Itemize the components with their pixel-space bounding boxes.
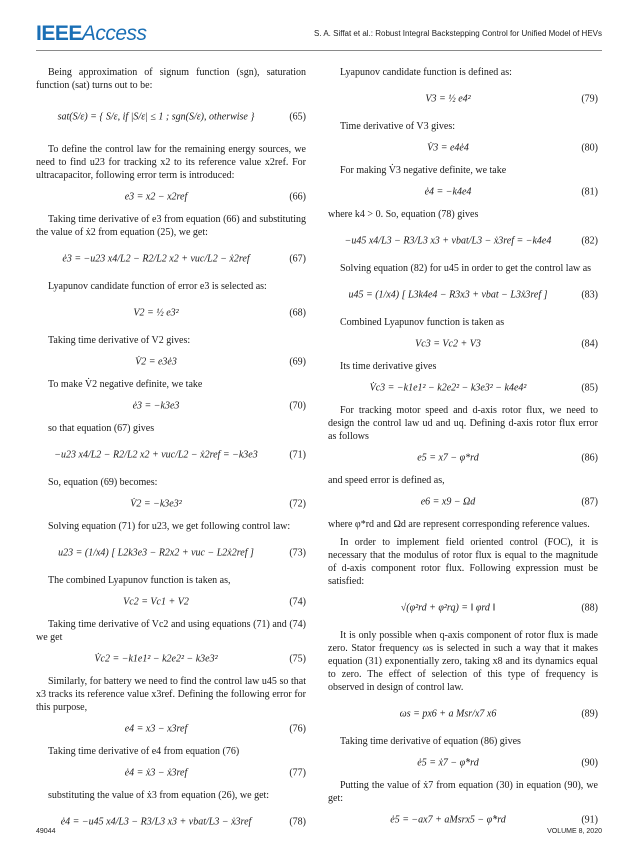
equation-81: ė4 = −k4e4 (81) [424,186,598,198]
paragraph: In order to implement field oriented control (FOC), it is necessary that the modulus of rotor flux is equal to the magnitude of d-axis component rotor flux. Following expression must be satisfied: [328,537,598,587]
paragraph: Solving equation (82) for u45 in order to get the control law as [340,263,592,274]
paragraph: Solving equation (71) for u23, we get following control law: [48,521,291,532]
left-column [36,66,306,843]
page-header [36,22,602,46]
paragraph: so that equation (67) gives [48,423,155,434]
equation-73: u23 = (1/x4) [ L2k3e3 − R2x2 + vuc − L2ẋ2ref ] (73) [58,547,306,559]
paragraph: For tracking motor speed and d-axis rotor flux, we need to design the control law ud and uq. Defining d-axis rotor flux error as follows [328,405,598,442]
page-number: 49044 [36,828,56,835]
equation-76: e4 = x3 − x3ref (76) [124,723,306,735]
paragraph: For making V̇3 negative definite, we take [340,165,507,176]
equation-83: u45 = (1/x4) [ L3k4e4 − R3x3 + vbat − L3ẋ3ref ] (83) [348,289,598,301]
paragraph: It is only possible when q-axis component of rotor flux is made zero. Stator frequency ωs is selected in such a way that it makes equation (31) exponentially zero, taking x8 and its dynamics equal to zero. The effect of selection of this type of frequency is observed in design of control law. [328,630,598,693]
paragraph: So, equation (69) becomes: [48,477,158,488]
paragraph: Putting the value of ẋ7 from equation (30) in equation (90), we get: [328,780,598,804]
paragraph: Lyapunov candidate function of error e3 is selected as: [48,281,267,292]
running-head: S. A. Siffat et al.: Robust Integral Backstepping Control for Unified Model of HEVs [314,29,602,38]
paragraph: where φ*rd and Ωd are represent corresponding reference values. [328,519,590,530]
paragraph: substituting the value of ẋ3 from equation (26), we get: [48,790,270,801]
equation-74: Vc2 = Vc1 + V2 (74) [123,596,306,608]
equation-87: e6 = x9 − Ωd (87) [420,496,598,508]
paragraph: Being approximation of signum function (sgn), saturation function (sat) turns out to be: [36,67,306,91]
paragraph: Combined Lyapunov function is taken as [340,317,505,328]
equation-88: √(φ²rd + φ²rq) = ‖ φrd ‖ (88) [400,602,598,614]
equation-89: ωs = px6 + a Msr/x7 x6 (89) [399,708,598,720]
equation-91: ė5 = −ax7 + aMsrx5 − φ̇*rd (91) [390,814,598,826]
paragraph: Similarly, for battery we need to find the control law u45 so that x3 tracks its reference value x3ref. Defining the following error for this purpose, [36,676,306,713]
equation-86: e5 = x7 − φ*rd (86) [417,452,598,464]
equation-84: Vc3 = Vc2 + V3 (84) [415,338,598,350]
equation-71: −u23 x4/L2 − R2/L2 x2 + vuc/L2 − ẋ2ref = −k3e3 (71) [54,449,306,461]
equation-65: sat(S/ε) = { S/ε, if |S/ε| ≤ 1 ; sgn(S/ε), otherwise } (65) [57,111,306,123]
equation-82: −u45 x4/L3 − R3/L3 x3 + vbat/L3 − ẋ3ref = −k4e4 (82) [344,235,598,247]
equation-69: V̇2 = e3ė3 (69) [135,356,306,368]
paragraph: Lyapunov candidate function is defined as: [340,67,512,78]
paragraph: Its time derivative gives [340,361,437,372]
equation-67: ė3 = −u23 x4/L2 − R2/L2 x2 + vuc/L2 − ẋ2ref (67) [62,253,306,265]
paragraph: Taking time derivative of V2 gives: [48,335,191,346]
equation-79: V3 = ½ e4² (79) [425,93,598,105]
paragraph: The combined Lyapunov function is taken as, [48,575,231,586]
equation-66: e3 = x2 − x2ref (66) [124,191,306,203]
equation-68: V2 = ½ e3² (68) [133,307,306,319]
paragraph: To define the control law for the remaining energy sources, we need to find u23 for tracking x2 to its reference value x2ref. For ultracapacitor, following error term is introduced: [36,144,306,181]
ieee-access-logo: IEEEAccess [36,22,147,45]
header-rule [36,50,602,51]
paragraph: and speed error is defined as, [328,475,445,486]
volume-label: VOLUME 8, 2020 [547,828,602,835]
equation-77: ė4 = ẋ3 − ẋ3ref (77) [124,767,306,779]
paragraph: Time derivative of V3 gives: [340,121,455,132]
equation-90: ė5 = ẋ7 − φ̇*rd (90) [417,757,598,769]
paragraph: Taking time derivative of e4 from equation (76) [48,746,240,757]
right-column [328,66,598,836]
equation-80: V̇3 = e4ė4 (80) [427,142,598,154]
equation-78: ė4 = −u45 x4/L3 − R3/L3 x3 + vbat/L3 − ẋ3ref (78) [60,816,306,828]
paragraph: To make V̇2 negative definite, we take [48,379,203,390]
paragraph: Taking time derivative of equation (86) gives [340,736,521,747]
equation-75: V̇c2 = −k1e1² − k2e2² − k3e3² (75) [94,653,306,665]
paragraph: Taking time derivative of e3 from equation (66) and substituting the value of ẋ2 from equation (25), we get: [36,214,306,238]
paragraph: Taking time derivative of Vc2 and using equations (71) and (74) we get [36,619,306,643]
equation-72: V̇2 = −k3e3² (72) [130,498,306,510]
equation-70: ė3 = −k3e3 (70) [132,400,306,412]
page-footer [36,828,602,840]
paragraph: where k4 > 0. So, equation (78) gives [328,209,479,220]
equation-85: V̇c3 = −k1e1² − k2e2² − k3e3² − k4e4² (85) [369,382,598,394]
